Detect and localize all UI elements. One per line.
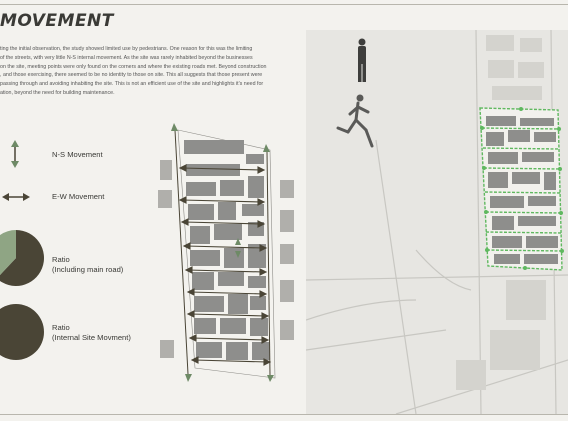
ratio-internal-label: Ratio (Internal Site Movment) [52, 323, 131, 342]
ew-movement-label: E-W Movement [52, 192, 105, 201]
pie-slice-e-w-movement [0, 304, 44, 360]
bottom-rule [0, 414, 568, 415]
ns-movement-icon [8, 140, 22, 168]
site-aerial-map [306, 30, 568, 414]
ns-movement-label: N-S Movement [52, 150, 103, 159]
intro-paragraph: ting the initial observation, the study showed limited use by pedestrians. One reason for this was the limiting of the streets, with very little N-S internal movement. As the site was rarely inhabited beyond the businesses on the site, meeting points were only found on the corners and where the existing roads met. Beyond construction , and those exercising, there seemed to be no identity to those on site. This all suggests that those present were passing through and avoiding inhabiting the site. This is not an efficient use of the site and highlights it's need for ation, beyond the need for building maintenance. [0, 46, 267, 96]
site-movement-plan [150, 120, 300, 390]
ratio-main-road-label: Ratio (Including main road) [52, 255, 124, 274]
top-rule [0, 4, 568, 5]
ew-movement-icon [2, 191, 30, 203]
page-title: MOVEMENT [0, 11, 114, 31]
ratio-pie-internal [0, 302, 46, 362]
ratio-pie-main-road [0, 228, 46, 288]
